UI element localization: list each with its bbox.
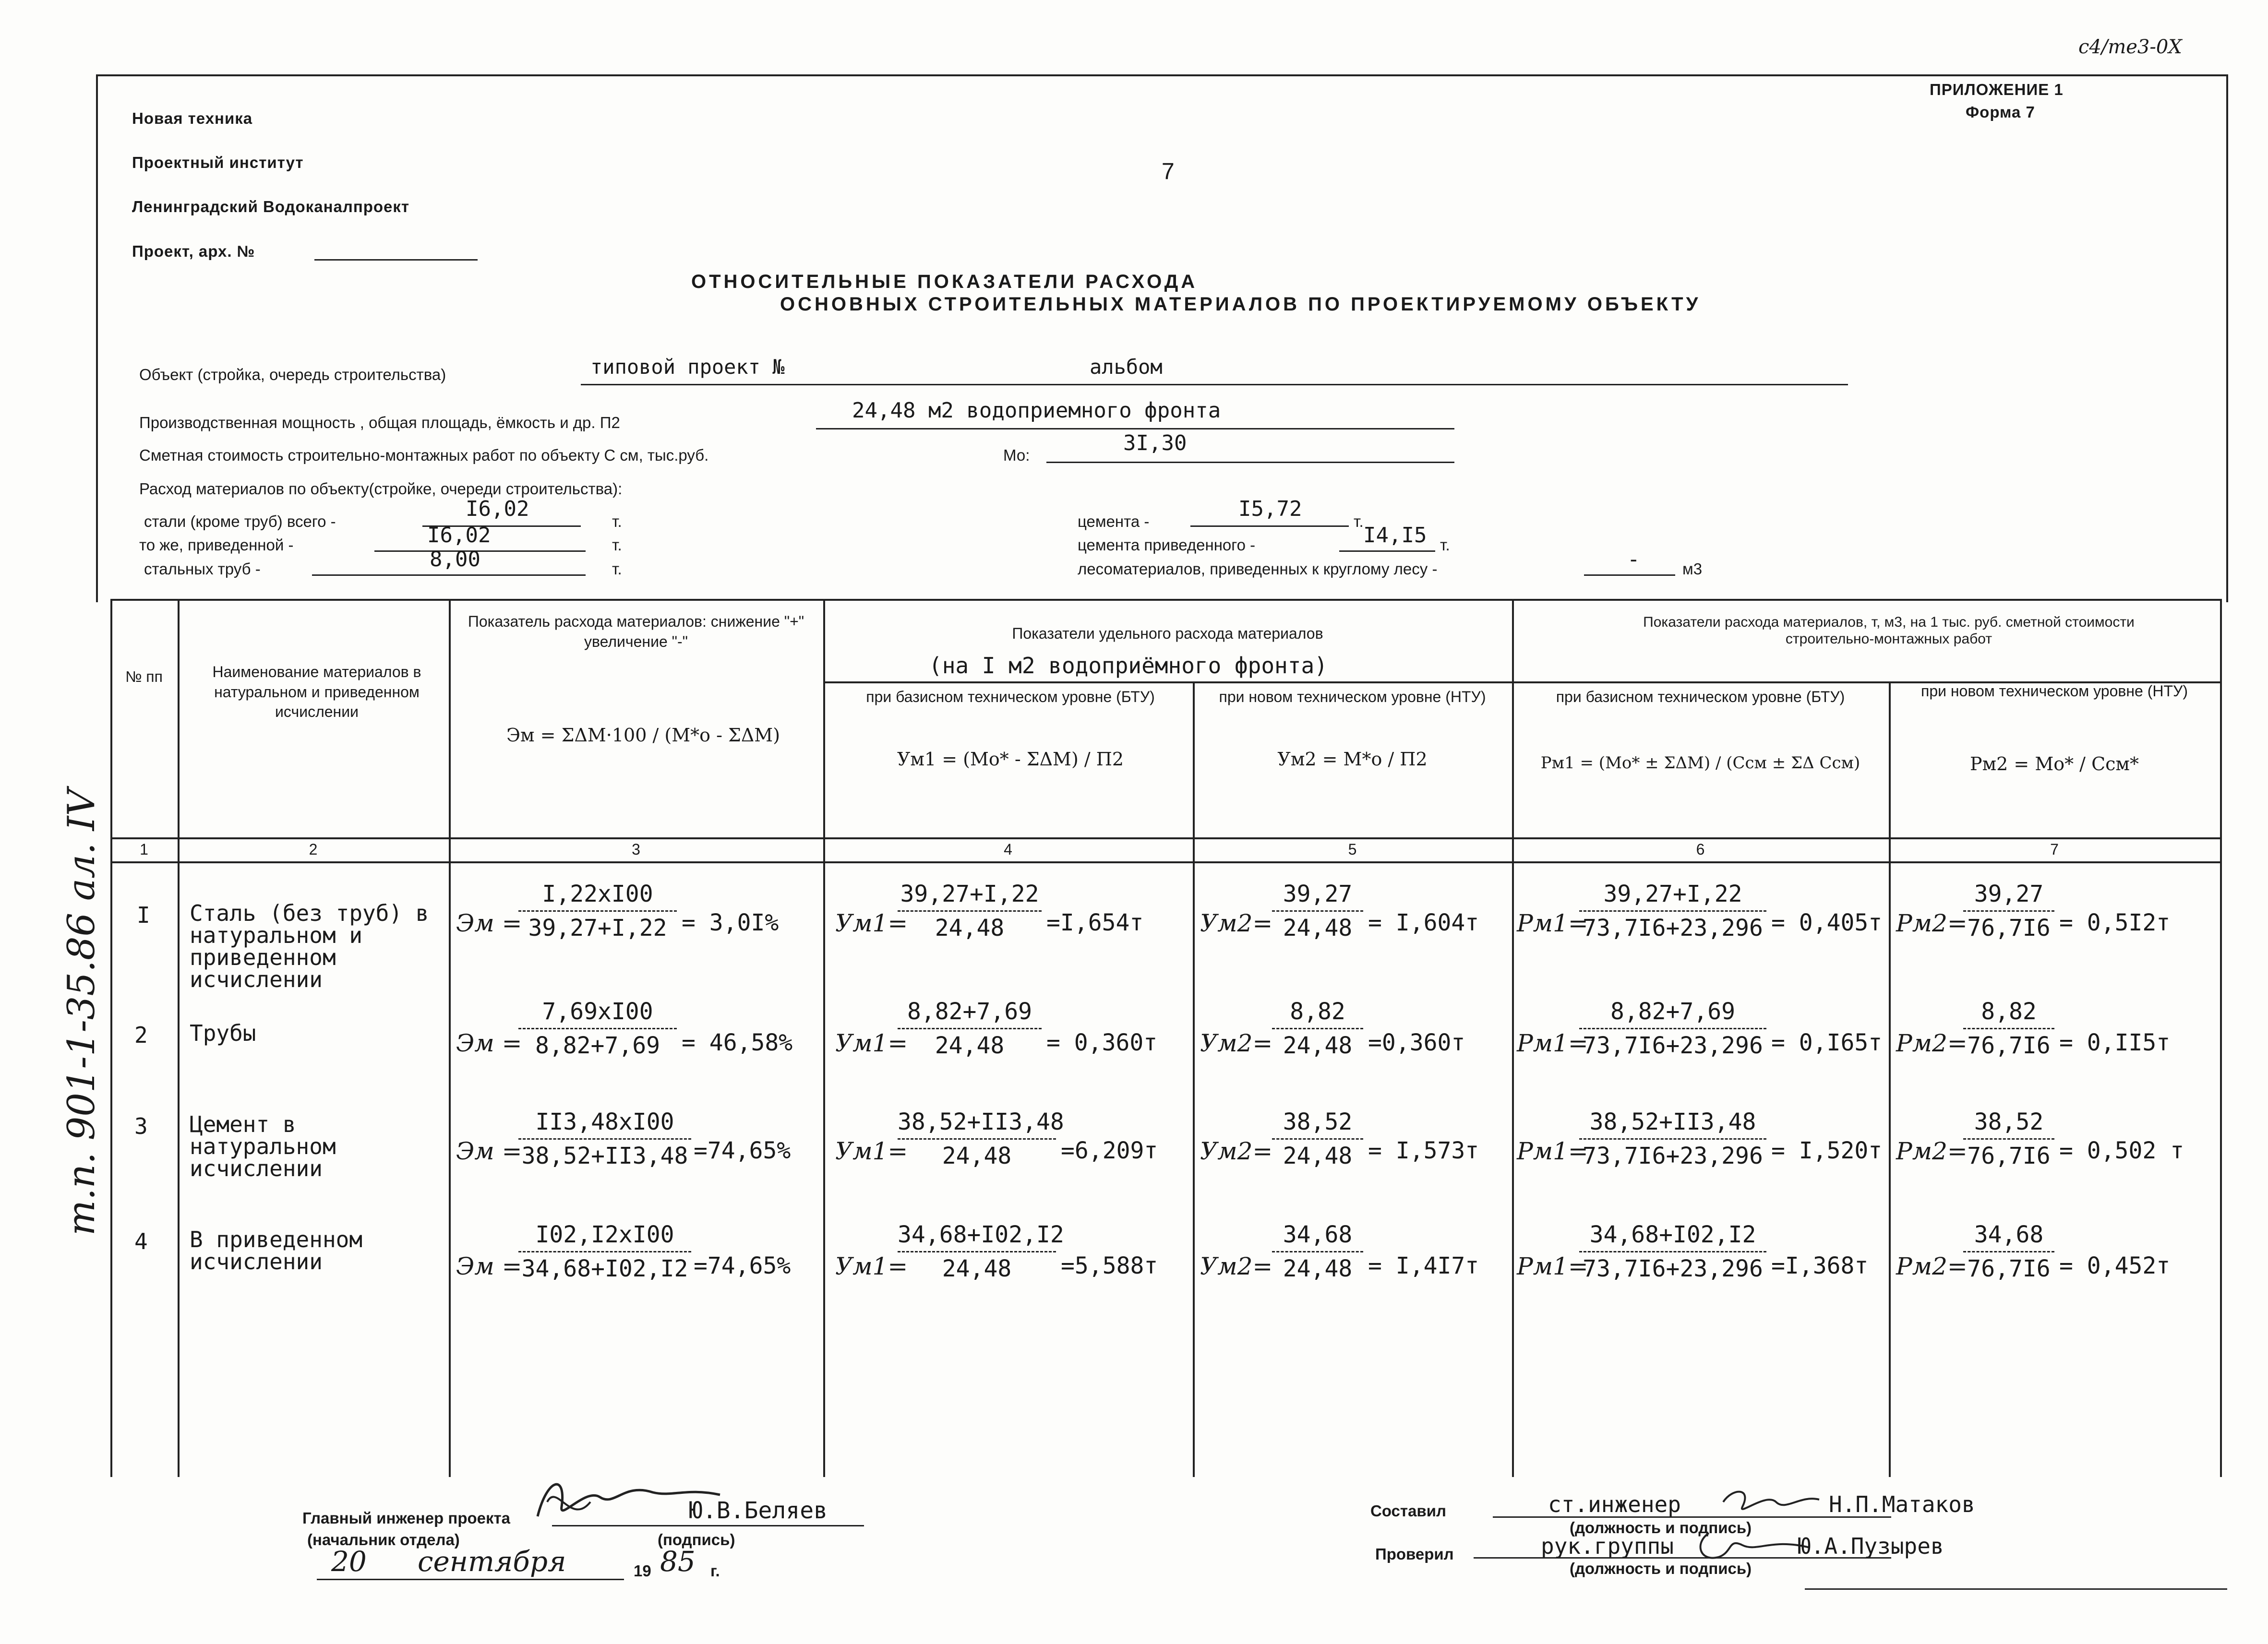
cement-reduced-value: I4,I5 [1363,523,1427,548]
row-3-c3-frac: II3,48xI00 38,52+II3,48 [518,1108,691,1169]
object-label: Объект (стройка, очередь строительства) [139,366,446,383]
chief-dept: (начальник отдела) [307,1531,460,1549]
checked-name: Ю.А.Пузырев [1798,1533,1944,1559]
row-2-name: Трубы [190,1020,256,1046]
steel-value: I6,02 [466,497,529,521]
row-4-name: В приведенном исчислении [190,1227,363,1275]
cement-label: цемента - [1078,512,1150,530]
cement-value: I5,72 [1238,497,1302,521]
colnum-4: 4 [1004,841,1012,858]
cost-mo-label: Мо: [1003,446,1030,464]
row-1-c7-frac: 39,27 76,7I6 [1963,881,2054,941]
corner-code: с4/те3-0Х [2078,36,2182,58]
row-3-name: Цемент в натуральном исчислении [190,1111,336,1181]
form-label: Форма 7 [1966,103,2035,121]
capacity-value: 24,48 м2 водоприемного фронта [852,398,1221,423]
compiled-hint: (должность и подпись) [1570,1519,1752,1537]
object-line [581,384,1848,385]
cement-line [1190,525,1349,527]
date-line [317,1579,624,1580]
row-2-c5-sym: Ум2= [1200,1029,1273,1057]
row-1-c5-frac: 39,27 24,48 [1272,881,1363,941]
reduced-unit: т. [612,536,622,554]
table-colnum-top [110,837,2220,839]
col-border-1 [178,599,180,1477]
steel-unit: т. [612,512,622,530]
row-4-c3-sym: Эм = [456,1252,522,1280]
org-line-4: Проект, арх. № [132,242,255,260]
row-4-c4-sym: Ум1= [835,1252,908,1280]
date-suffix: г. [710,1562,720,1580]
table-top-border [110,599,2220,601]
row-2-c5-result: =0,360т [1368,1029,1465,1056]
row-1-c7-sym: Рм2= [1896,909,1968,937]
row-1-c3-result: = 3,0I% [682,909,779,936]
compiled-line [1493,1516,1891,1518]
page-number: 7 [1162,159,1175,184]
colnum-6: 6 [1696,841,1705,858]
row-3-c4-frac: 38,52+II3,48 24,48 [898,1108,1064,1169]
header-col-1: № пп [125,668,163,685]
row-4-c5-sym: Ум2= [1200,1252,1273,1280]
org-line-2: Проектный институт [132,154,304,171]
header-col-3: Показатель расхода материалов: снижение "+" увеличение "-" [468,613,804,650]
row-3-c3-result: =74,65% [694,1137,791,1164]
cement-reduced-line [1339,550,1435,552]
row-1-c3-sym: Эм = [456,909,522,937]
table-colnum-bottom [110,861,2220,863]
row-1-c7-result: = 0,5I2т [2059,909,2171,936]
row-2-c7-result: = 0,II5т [2059,1029,2171,1056]
row-2-c4-frac: 8,82+7,69 24,48 [898,998,1042,1059]
row-2-c4-result: = 0,360т [1046,1029,1158,1056]
row-2-c7-frac: 8,82 76,7I6 [1963,998,2054,1059]
checked-hint: (должность и подпись) [1570,1560,1752,1577]
cost-line [1046,462,1454,463]
row-4-c6-result: =I,368т [1771,1252,1869,1279]
pipes-line [312,574,586,576]
cement-reduced-label: цемента приведенного - [1078,536,1256,554]
row-3-c6-sym: Рм1= [1517,1137,1588,1165]
pipes-value: 8,00 [430,547,480,572]
col-border-5 [1512,599,1514,1477]
object-album: альбом [1090,355,1163,379]
row-3-c4-result: =6,209т [1061,1137,1158,1164]
row-4-c3-frac: I02,I2xI00 34,68+I02,I2 [518,1221,691,1282]
colnum-3: 3 [632,841,640,858]
row-4-c7-sym: Рм2= [1896,1252,1968,1280]
timber-label: лесоматериалов, приведенных к круглому лесу - [1078,560,1438,578]
row-3-c3-sym: Эм = [456,1137,522,1165]
colnum-2: 2 [309,841,318,858]
row-4-number: 4 [134,1228,148,1254]
row-2-c6-frac: 8,82+7,69 73,7I6+23,296 [1579,998,1766,1059]
row-4-c6-sym: Рм1= [1517,1252,1588,1280]
row-2-c4-sym: Ум1= [835,1029,908,1057]
checked-position: рук.группы [1541,1533,1674,1559]
title-line-1: ОТНОСИТЕЛЬНЫЕ ПОКАЗАТЕЛИ РАСХОДА [691,271,1198,292]
row-3-c6-result: = I,520т [1771,1137,1883,1164]
appendix-label: ПРИЛОЖЕНИЕ 1 [1930,81,2064,98]
header-col-5: при новом техническом уровне (НТУ) [1219,688,1486,705]
row-3-c7-result: = 0,502 т [2059,1137,2184,1164]
row-2-c6-result: = 0,I65т [1771,1029,1883,1056]
row-4-c3-result: =74,65% [694,1252,791,1279]
date-day: 20 [331,1545,367,1578]
checked-label: Проверил [1375,1545,1454,1563]
header-group-cost: Показатели расхода материалов, т, м3, на 1 тыс. руб. сметной стоимости строительно-монтажных работ [1643,614,2135,647]
org-line-1: Новая техника [132,109,253,127]
project-number-line [314,259,478,261]
compiled-label: Составил [1370,1502,1446,1520]
timber-line [1584,574,1675,576]
date-month: сентября [418,1545,566,1578]
colnum-7: 7 [2050,841,2059,858]
row-4-c5-frac: 34,68 24,48 [1272,1221,1363,1282]
header-col-4: при базисном техническом уровне (БТУ) [866,688,1155,705]
timber-value: - [1627,547,1640,572]
row-4-c4-frac: 34,68+I02,I2 24,48 [898,1221,1064,1282]
frame-top [96,74,2227,76]
header-col-7: при новом техническом уровне (НТУ) [1920,682,2188,700]
row-2-c3-result: = 46,58% [682,1029,793,1056]
chief-sign-hint: (подпись) [658,1531,735,1549]
row-1-c6-frac: 39,27+I,22 73,7I6+23,296 [1579,881,1766,941]
row-3-c5-result: = I,573т [1368,1137,1479,1164]
row-2-c6-sym: Рм1= [1517,1029,1588,1057]
checked-line [1474,1557,1891,1559]
colnum-5: 5 [1348,841,1357,858]
chief-line [552,1525,864,1526]
row-1-name: Сталь (без труб) в натуральном и приведенном исчислении [190,900,429,992]
row-4-c4-result: =5,588т [1061,1252,1158,1279]
row-2-number: 2 [134,1022,148,1048]
row-3-c6-frac: 38,52+II3,48 73,7I6+23,296 [1579,1108,1766,1169]
date-year-prefix: 19 [634,1562,651,1580]
col-border-6 [1889,681,1891,1477]
timber-unit: м3 [1682,560,1703,578]
header-col-3-formula: Эм = ΣΔМ·100 / (М*о - ΣΔМ) [506,725,780,746]
row-2-c7-sym: Рм2= [1896,1029,1968,1057]
steel-label: стали (кроме труб) всего - [144,512,336,530]
header-col-6-formula: Рм1 = (Мо* ± ΣΔМ) / (Ссм ± ΣΔ Ссм) [1540,753,1860,773]
header-col-4-formula: Ум1 = (Мо* - ΣΔМ) / П2 [897,749,1124,770]
header-group-specific: Показатели удельного расхода материалов [1012,625,1323,642]
row-1-c5-result: = I,604т [1368,909,1479,936]
cement-reduced-unit: т. [1440,536,1450,554]
header-col-2: Наименование материалов в натуральном и приведенном исчислении [212,663,421,721]
row-4-c7-result: = 0,452т [2059,1252,2171,1279]
row-1-c3-frac: I,22xI00 39,27+I,22 [518,881,677,941]
capacity-label: Производственная мощность , общая площадь, ёмкость и др. П2 [139,414,620,431]
header-col-5-formula: Ум2 = М*о / П2 [1277,749,1428,770]
side-note: т.п. 901-1-35.86 ал. IV [60,789,103,1236]
reduced-label: то же, приведенной - [139,536,294,554]
row-2-c3-frac: 7,69xI00 8,82+7,69 [518,998,677,1059]
row-2-c5-frac: 8,82 24,48 [1272,998,1363,1059]
row-1-c4-frac: 39,27+I,22 24,48 [898,881,1042,941]
chief-label: Главный инженер проекта [302,1509,511,1527]
chief-name: Ю.В.Беляев [689,1497,828,1524]
pipes-label: стальных труб - [144,560,261,578]
header-col-7-formula: Рм2 = Мо* / Ссм* [1970,753,2139,774]
cost-value: 3I,30 [1123,431,1187,455]
object-value: типовой проект № [590,355,785,379]
frame-left [96,74,98,602]
footer-bottom-line [1805,1588,2227,1590]
col-border-0 [110,599,112,1477]
col-border-7 [2220,599,2222,1477]
row-3-number: 3 [134,1113,148,1139]
compiled-position: ст.инженер [1548,1491,1681,1517]
row-3-c7-sym: Рм2= [1896,1137,1968,1165]
row-3-c4-sym: Ум1= [835,1137,908,1165]
consumption-label: Расход материалов по объекту(стройке, очереди строительства): [139,480,623,498]
row-1-c5-sym: Ум2= [1200,909,1273,937]
pipes-unit: т. [612,560,622,578]
row-1-c6-result: = 0,405т [1771,909,1883,936]
capacity-line [816,428,1454,429]
row-3-c5-sym: Ум2= [1200,1137,1273,1165]
reduced-value: I6,02 [427,523,491,548]
title-line-2: ОСНОВНЫХ СТРОИТЕЛЬНЫХ МАТЕРИАЛОВ ПО ПРОЕКТИРУЕМОМУ ОБЪЕКТУ [780,294,1701,315]
cement-unit: т. [1354,512,1364,530]
col-border-3 [823,599,825,1477]
compiled-name: Н.П.Матаков [1829,1491,1975,1517]
row-4-c7-frac: 34,68 76,7I6 [1963,1221,2054,1282]
row-1-number: I [137,902,150,928]
row-4-c5-result: = I,4I7т [1368,1252,1479,1279]
date-year: 85 [660,1545,696,1578]
col-border-4 [1193,681,1195,1477]
row-1-c4-result: =I,654т [1046,909,1144,936]
header-col-6: при базисном техническом уровне (БТУ) [1556,688,1845,705]
row-3-c7-frac: 38,52 76,7I6 [1963,1108,2054,1169]
row-4-c6-frac: 34,68+I02,I2 73,7I6+23,296 [1579,1221,1766,1282]
frame-right [2226,74,2228,602]
header-group-specific-sub: (на I м2 водоприёмного фронта) [929,653,1328,679]
row-3-c5-frac: 38,52 24,48 [1272,1108,1363,1169]
colnum-1: 1 [140,841,148,858]
cost-label: Сметная стоимость строительно-монтажных работ по объекту С см, тыс.руб. [139,446,709,464]
row-1-c6-sym: Рм1= [1517,909,1588,937]
row-1-c4-sym: Ум1= [835,909,908,937]
org-line-3: Ленинградский Водоканалпроект [132,198,410,215]
row-2-c3-sym: Эм = [456,1029,522,1057]
compiled-signature [1718,1483,1824,1521]
col-border-2 [449,599,451,1477]
